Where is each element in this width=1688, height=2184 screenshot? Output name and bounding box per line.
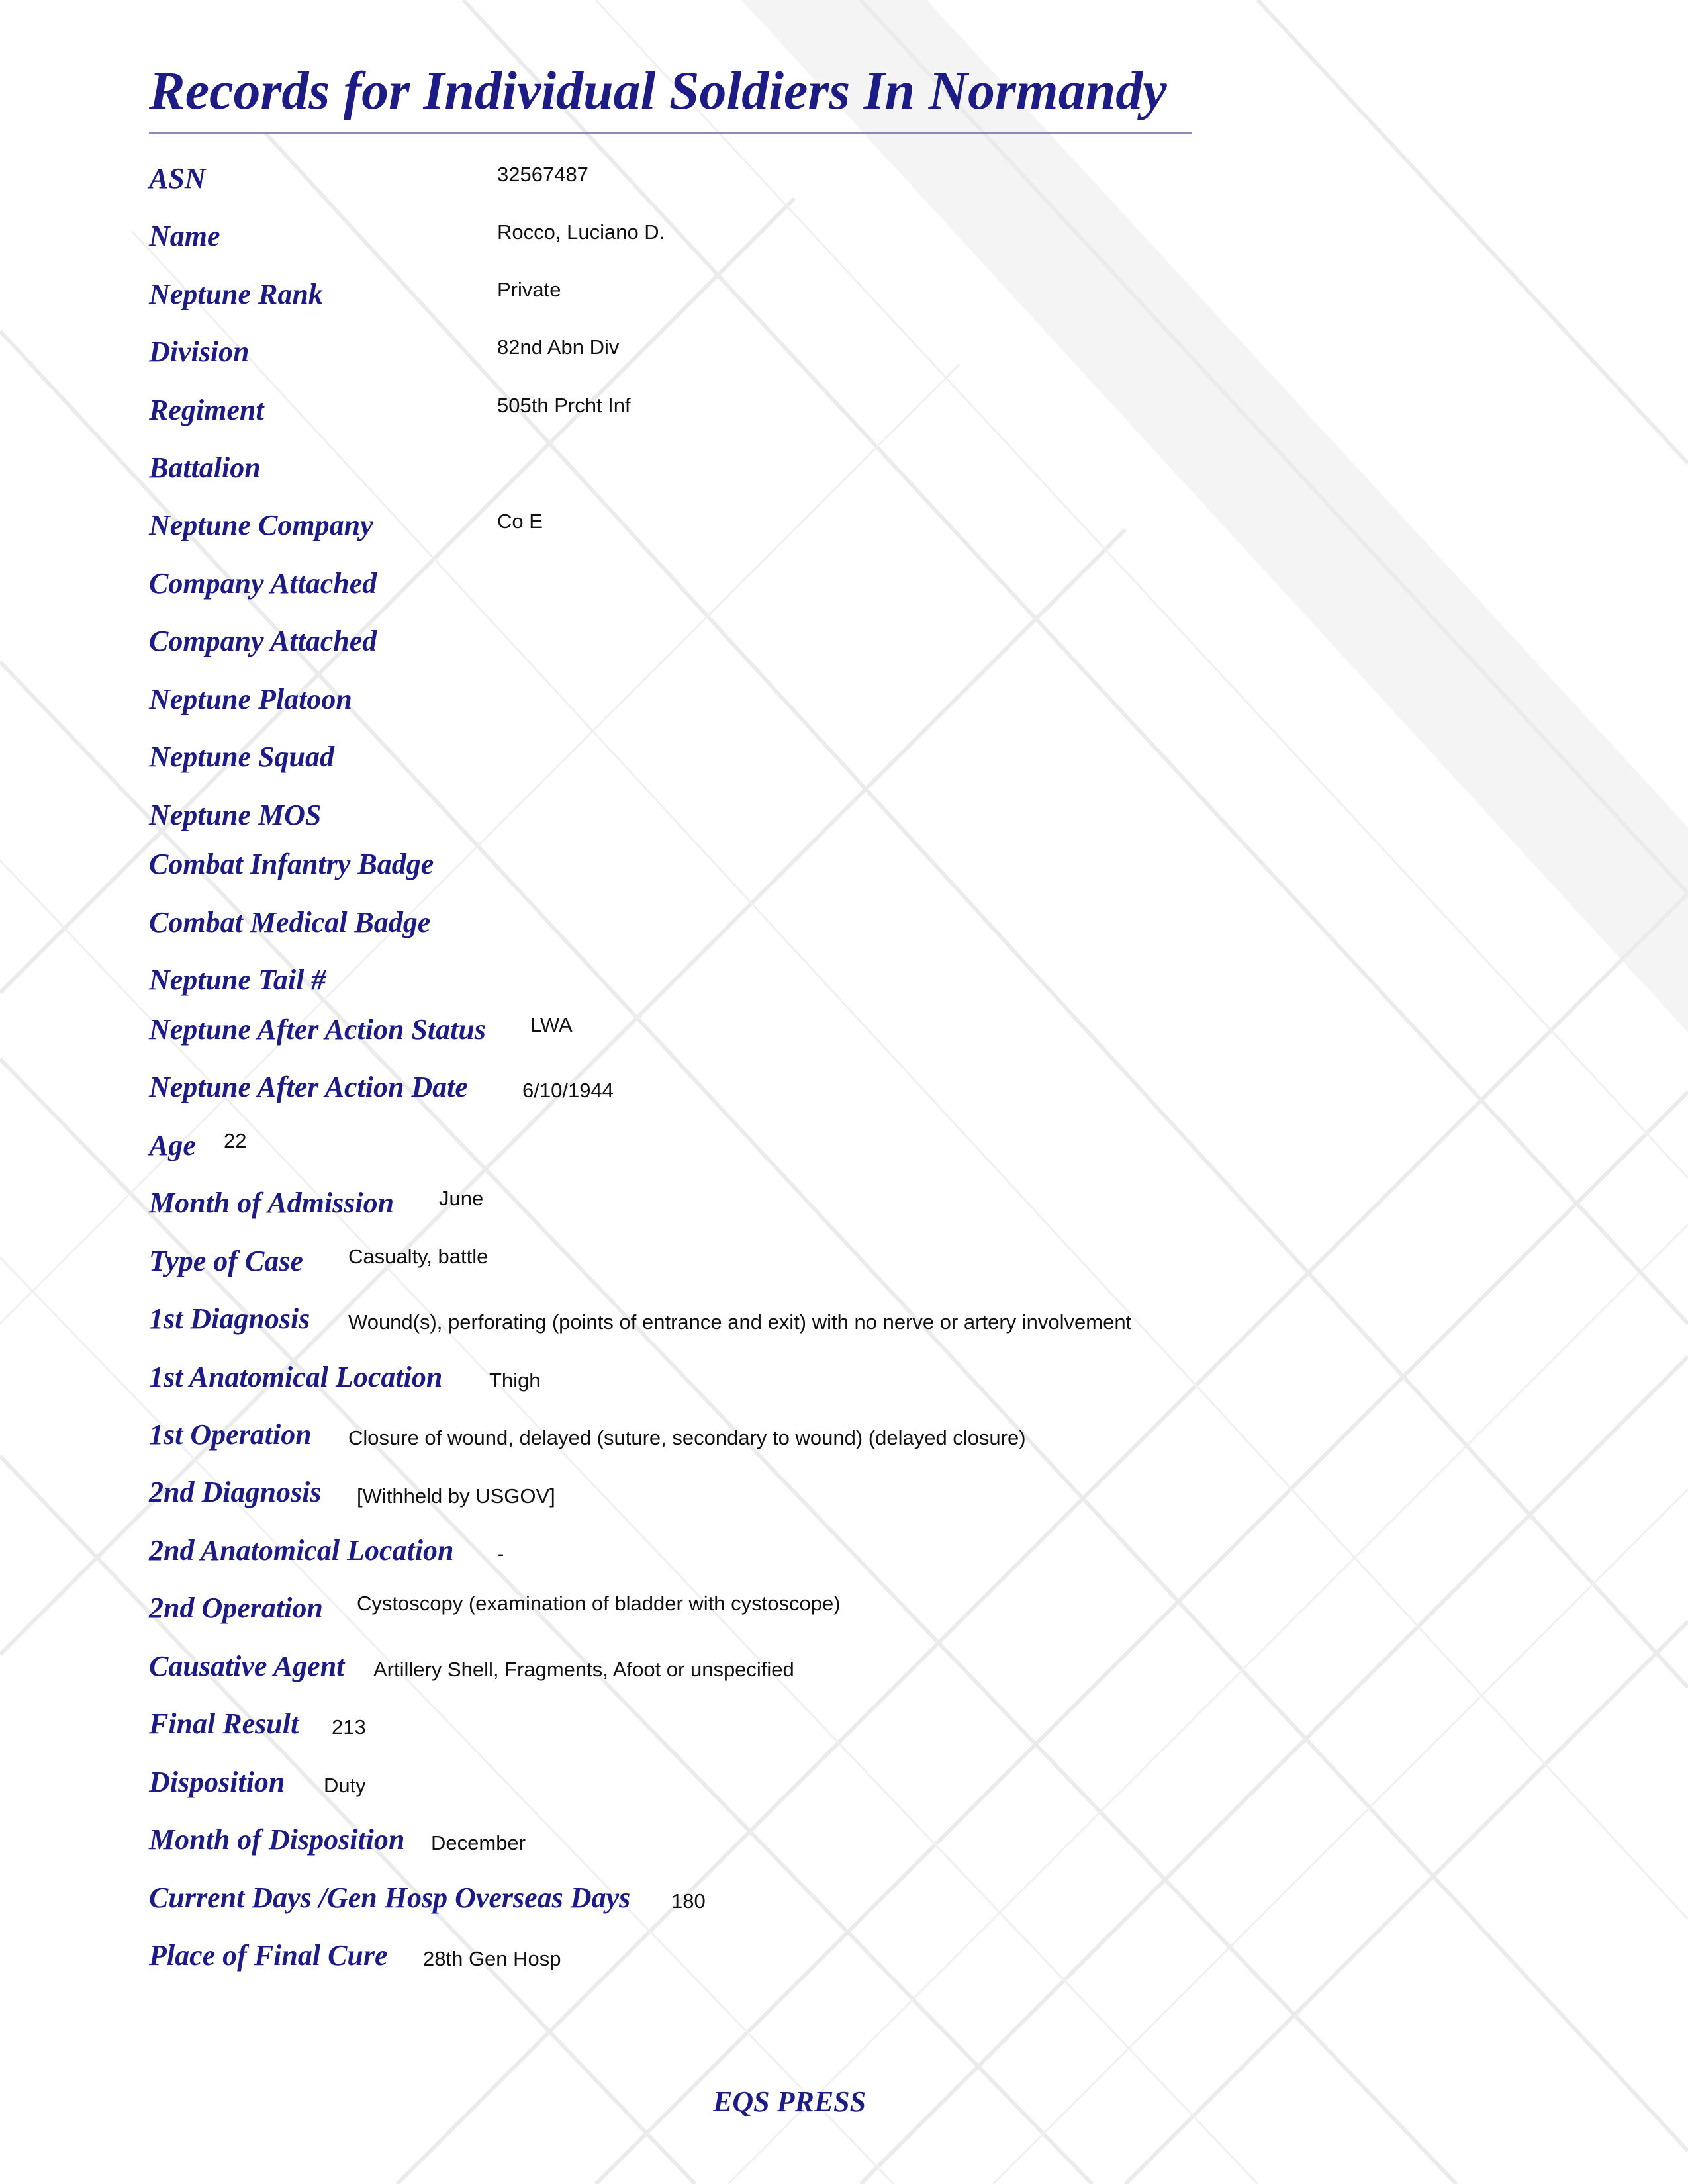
- month-of-admission-value: June: [439, 1187, 484, 1210]
- neptune-company-value: Co E: [497, 510, 543, 533]
- combat-infantry-badge-label: Combat Infantry Badge: [149, 848, 434, 880]
- regiment-label: Regiment: [149, 394, 264, 426]
- disposition-label: Disposition: [149, 1766, 285, 1798]
- disposition-value: Duty: [324, 1774, 366, 1797]
- neptune-tail-label: Neptune Tail #: [149, 964, 326, 996]
- age-label: Age: [149, 1129, 196, 1161]
- after-action-status-label: Neptune After Action Status: [149, 1013, 486, 1046]
- name-label: Name: [149, 220, 220, 252]
- operation-1-label: 1st Operation: [149, 1418, 312, 1451]
- after-action-status-value: LWA: [530, 1013, 573, 1036]
- causative-agent-label: Causative Agent: [149, 1650, 345, 1682]
- current-days-value: 180: [671, 1889, 706, 1913]
- neptune-rank-label: Neptune Rank: [149, 278, 323, 310]
- company-attached-label: Company Attached: [149, 625, 377, 657]
- diagnosis-1-value: Wound(s), perforating (points of entrance and exit) with no nerve or artery involvement: [348, 1310, 1132, 1334]
- diagnosis-2-label: 2nd Diagnosis: [149, 1476, 322, 1508]
- after-action-date-value: 6/10/1944: [522, 1079, 614, 1102]
- neptune-platoon-label: Neptune Platoon: [149, 683, 352, 715]
- neptune-company-label: Neptune Company: [149, 509, 373, 541]
- type-of-case-label: Type of Case: [149, 1245, 303, 1277]
- operation-2-label: 2nd Operation: [149, 1592, 323, 1624]
- asn-label: ASN: [149, 162, 206, 195]
- final-result-value: 213: [332, 1715, 366, 1739]
- final-result-label: Final Result: [149, 1707, 299, 1740]
- anatomical-location-2-label: 2nd Anatomical Location: [149, 1534, 454, 1567]
- place-of-final-cure-value: 28th Gen Hosp: [423, 1947, 561, 1970]
- age-value: 22: [224, 1129, 247, 1152]
- neptune-rank-value: Private: [497, 278, 561, 301]
- diagnosis-2-value: [Withheld by USGOV]: [357, 1484, 555, 1508]
- operation-1-value: Closure of wound, delayed (suture, secondary to wound) (delayed closure): [348, 1426, 1026, 1449]
- place-of-final-cure-label: Place of Final Cure: [149, 1939, 388, 1972]
- month-of-disposition-label: Month of Disposition: [149, 1823, 405, 1856]
- name-value: Rocco, Luciano D.: [497, 220, 665, 244]
- month-of-disposition-value: December: [431, 1831, 526, 1854]
- division-value: 82nd Abn Div: [497, 336, 620, 359]
- type-of-case-value: Casualty, battle: [348, 1245, 489, 1268]
- division-label: Division: [149, 336, 250, 368]
- after-action-date-label: Neptune After Action Date: [149, 1071, 468, 1103]
- current-days-label: Current Days /Gen Hosp Overseas Days: [149, 1882, 631, 1914]
- diagnosis-1-label: 1st Diagnosis: [149, 1302, 310, 1335]
- anatomical-location-1-label: 1st Anatomical Location: [149, 1361, 443, 1393]
- company-attached-label: Company Attached: [149, 567, 377, 600]
- neptune-squad-label: Neptune Squad: [149, 741, 334, 773]
- anatomical-location-1-value: Thigh: [489, 1369, 541, 1392]
- anatomical-location-2-value: -: [497, 1542, 504, 1565]
- battalion-label: Battalion: [149, 451, 261, 484]
- operation-2-value: Cystoscopy (examination of bladder with cystoscope): [357, 1592, 841, 1615]
- combat-medical-badge-label: Combat Medical Badge: [149, 906, 431, 938]
- asn-value: 32567487: [497, 163, 588, 186]
- regiment-value: 505th Prcht Inf: [497, 394, 631, 417]
- publisher-footer: EQS PRESS: [713, 2085, 867, 2118]
- month-of-admission-label: Month of Admission: [149, 1187, 395, 1219]
- causative-agent-value: Artillery Shell, Fragments, Afoot or unspecified: [373, 1658, 794, 1681]
- title-divider: [149, 132, 1192, 134]
- page-title: Records for Individual Soldiers In Normandy: [149, 60, 1167, 120]
- neptune-mos-label: Neptune MOS: [149, 799, 322, 831]
